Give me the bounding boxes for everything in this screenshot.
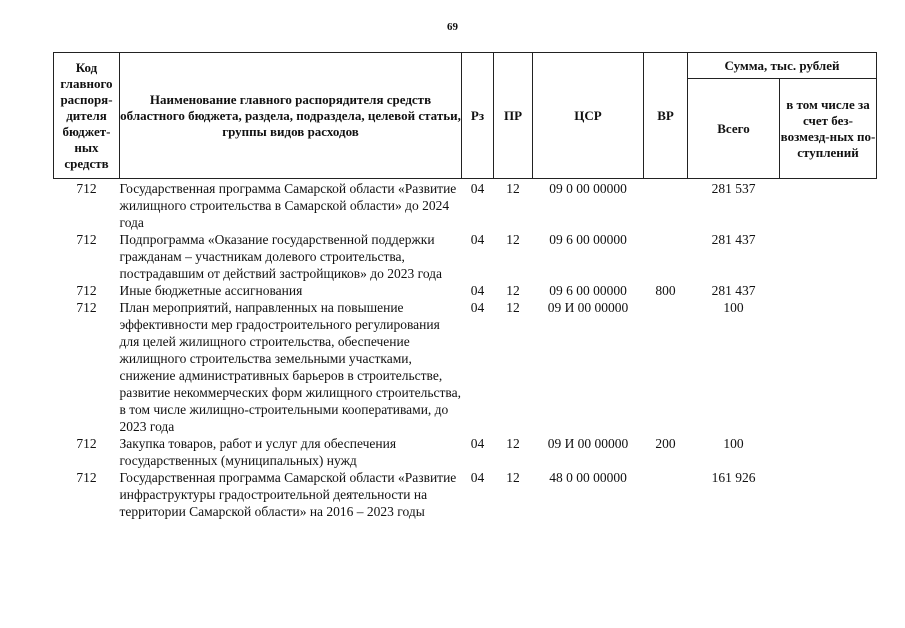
cell-total: 100 xyxy=(723,436,744,451)
cell-vr: 800 xyxy=(655,283,676,298)
cell-code: 712 xyxy=(76,283,97,298)
cell-name: Подпрограмма «Оказание государственной поддержки гражданам – участникам долевого строительства, пострадавшим от действий застройщиков» до 2023 года xyxy=(119,232,443,281)
table-row xyxy=(54,299,877,435)
cell-csr: 09 6 00 00000 xyxy=(549,232,627,247)
cell-total: 281 437 xyxy=(711,283,756,298)
cell-vr xyxy=(644,299,688,435)
table-row xyxy=(54,282,877,299)
header-pr: ПР xyxy=(494,53,533,179)
cell-csr: 09 И 00 00000 xyxy=(547,300,629,315)
header-sum: Сумма, тыс. рублей xyxy=(688,53,877,79)
cell-name: Закупка товаров, работ и услуг для обеспечения государственных (муниципальных) нужд xyxy=(119,436,397,468)
cell-free xyxy=(780,435,877,469)
cell-name: Государственная программа Самарской области «Развитие жилищного строительства в Самарской области» до 2024 года xyxy=(119,181,457,230)
cell-pr: 12 xyxy=(506,232,520,247)
cell-csr: 48 0 00 00000 xyxy=(549,470,627,485)
cell-pr: 12 xyxy=(506,470,520,485)
cell-name: Государственная программа Самарской области «Развитие инфраструктуры градостроительной деятельности на территории Самарской области» на 2016 – 2023 годы xyxy=(119,470,457,519)
cell-vr xyxy=(644,469,688,520)
header-vr: ВР xyxy=(644,53,688,179)
cell-pr: 12 xyxy=(506,436,520,451)
page-number: 69 xyxy=(447,21,458,33)
cell-free xyxy=(780,179,877,232)
cell-free xyxy=(780,231,877,282)
cell-rz: 04 xyxy=(470,283,485,298)
cell-name: Иные бюджетные ассигнования xyxy=(119,283,303,298)
cell-rz: 04 xyxy=(470,436,485,451)
cell-rz: 04 xyxy=(470,232,485,247)
header-rz: Рз xyxy=(462,53,494,179)
cell-pr: 12 xyxy=(506,283,520,298)
table-row xyxy=(54,231,877,282)
cell-vr: 200 xyxy=(655,436,676,451)
cell-total: 100 xyxy=(723,300,744,315)
cell-pr: 12 xyxy=(506,300,520,315)
cell-vr xyxy=(644,179,688,232)
cell-rz: 04 xyxy=(470,181,485,196)
cell-code: 712 xyxy=(76,470,97,485)
cell-csr: 09 0 00 00000 xyxy=(549,181,627,196)
cell-rz: 04 xyxy=(470,470,485,485)
table-row xyxy=(54,179,877,232)
cell-csr: 09 6 00 00000 xyxy=(549,283,627,298)
header-total: Всего xyxy=(688,79,780,179)
header-name: Наименование главного распорядителя средств областного бюджета, раздела, подраздела, целевой статьи, группы видов расходов xyxy=(120,53,462,179)
cell-name: План мероприятий, направленных на повышение эффективности мер градостроительного регулирования для целей жилищного строительства, обеспечение жилищного строительства земельными участками, снижение административных барьеров в строительстве, развитие некоммерческих форм жилищного строительства, в том числе жилищно-строительными кооперативами, до 2023 года xyxy=(119,300,461,434)
cell-total: 161 926 xyxy=(711,470,756,485)
cell-vr xyxy=(644,231,688,282)
cell-pr: 12 xyxy=(506,181,520,196)
cell-free xyxy=(780,282,877,299)
cell-free xyxy=(780,469,877,520)
cell-code: 712 xyxy=(76,181,97,196)
cell-free xyxy=(780,299,877,435)
cell-code: 712 xyxy=(76,232,97,247)
cell-total: 281 437 xyxy=(711,232,756,247)
cell-code: 712 xyxy=(76,436,97,451)
cell-total: 281 537 xyxy=(711,181,756,196)
budget-table xyxy=(53,52,877,520)
table-row xyxy=(54,469,877,520)
header-code: Код главного распоря-дителя бюджет-ных средств xyxy=(54,53,120,179)
cell-rz: 04 xyxy=(470,300,485,315)
cell-code: 712 xyxy=(76,300,97,315)
cell-csr: 09 И 00 00000 xyxy=(547,436,629,451)
table-row xyxy=(54,435,877,469)
header-csr: ЦСР xyxy=(533,53,644,179)
header-free: в том числе за счет без-возмезд-ных по-ступлений xyxy=(780,79,877,179)
